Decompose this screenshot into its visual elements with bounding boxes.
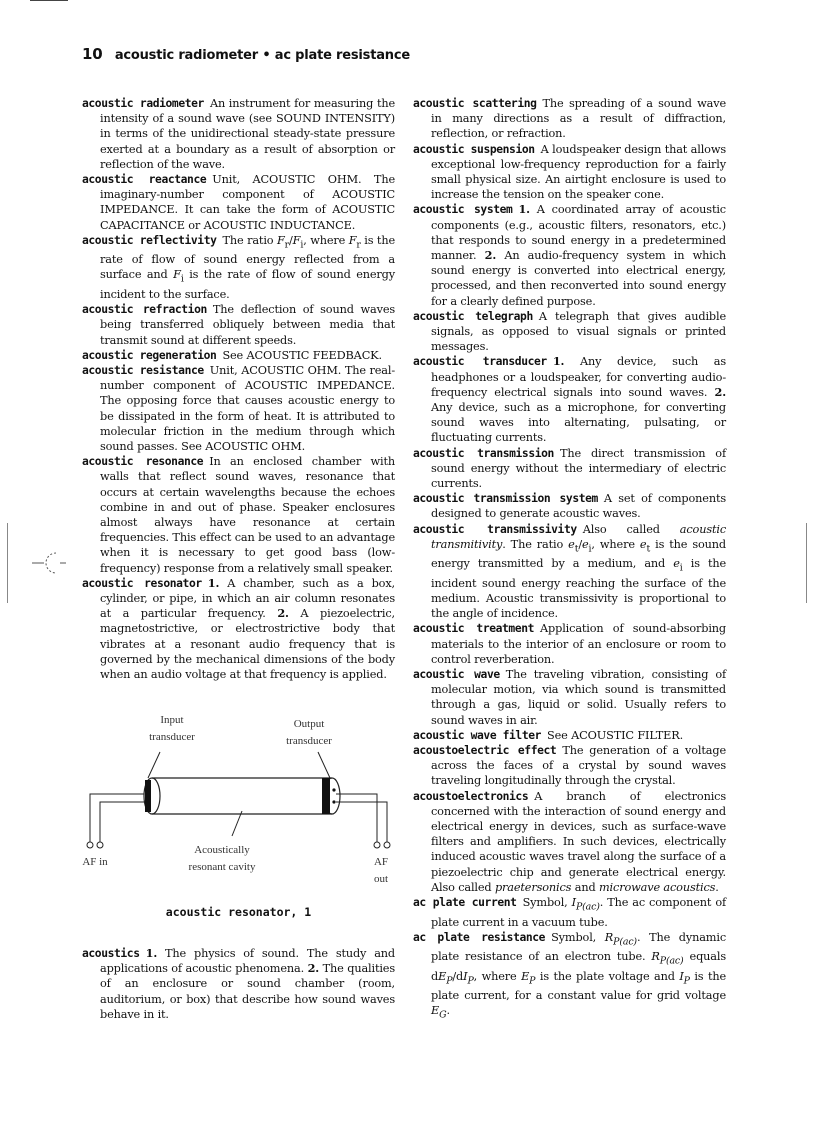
entry-term: acoustic system (413, 203, 513, 217)
entry-term: acoustoelectronics (413, 789, 529, 803)
entry-term: acoustic refraction (82, 303, 207, 317)
entry-definition: 1. Any device, such as headphones or a loudspeaker, for converting audio-frequency electrical signals into sound waves. 2. Any device, such as a microphone, for converting sound waves into alternating, pulsating, or fluctuating currents. (431, 354, 727, 445)
entry-definition: The traveling vibration, consisting of molecular motion, via which sound is transmitted through a gas, liquid or solid. Usually refers to sound waves in air. (431, 668, 727, 727)
entry-term: acoustic scattering (413, 97, 537, 110)
entry-term: ac plate resistance (413, 930, 546, 944)
dictionary-entry (413, 522, 726, 622)
entry-definition: Symbol, $R_{P(ac)}$. The dynamic plate resistance of an electron tube. $R_{P(ac)}$ equals $dE_P/dI_P$, where $E_P$ is the plate voltage and $I_P$ is the plate current, for a constant value for grid voltage $E_G$. (431, 930, 727, 1021)
entry-term: acoustic transducer (413, 355, 547, 369)
dictionary-entry (413, 895, 726, 930)
entry-definition: Symbol, $I_{P(ac)}$. The ac component of plate current in a vacuum tube. (431, 896, 727, 929)
entry-term: acoustic wave filter (413, 728, 542, 742)
entry-term: acoustic transmission system (413, 492, 598, 506)
dictionary-entry (413, 142, 726, 203)
margin-mark-left (7, 523, 8, 603)
entry-definition: The ratio $F_r/F_i$, where $F_r$ is the rate of flow of sound energy reflected from a surface and $F_i$ is the rate of flow of sound energy incident to the surface. (100, 233, 395, 301)
entry-definition: The direct transmission of sound energy without the intermediary of electric currents. (431, 446, 726, 491)
entry-definition: A telegraph that gives audible signals, as opposed to visual signals or printed messages. (431, 309, 726, 354)
entry-term: ac plate current (413, 896, 517, 910)
entry-definition: Unit, ACOUSTIC OHM. The real-number component of ACOUSTIC IMPEDANCE. The opposing force that causes acoustic energy to be dissipated in the form of heat. It is attributed to molecular friction in the medium through which sound passes. See ACOUSTIC OHM. (100, 363, 395, 453)
dictionary-entry (82, 172, 395, 233)
entry-definition: See ACOUSTIC FILTER. (547, 728, 684, 742)
dictionary-entry (413, 743, 726, 789)
entry-definition: The spreading of a sound wave in many directions as a result of diffraction, reflection, or refraction. (431, 97, 727, 141)
entry-term: acoustic reactance (82, 173, 207, 187)
entry-term: acoustic treatment (413, 622, 535, 636)
dictionary-entry (413, 728, 726, 743)
dictionary-entry (413, 354, 726, 445)
right-column (413, 96, 726, 1023)
dictionary-entry (82, 348, 395, 363)
entry-definition: 1. A chamber, such as a box, cylinder, or pipe, in which an air column resonates at a particular frequency. 2. A piezoelectric, magnetostrictive, or electrostrictive body that vibrates at a resonant audio frequency that is governed by the mechanical dimensions of the body when an audio voltage at that frequency is applied. (100, 575, 396, 682)
entry-term: acoustic regeneration (82, 348, 217, 362)
dictionary-entry (82, 302, 395, 348)
entry-term: acoustic wave (413, 668, 500, 682)
entry-term: acoustic reflectivity (82, 233, 217, 247)
figure-acoustic-resonator (82, 706, 395, 931)
left-column-bottom (82, 946, 395, 1022)
entry-term: acoustic suspension (413, 142, 535, 156)
dictionary-entry (82, 233, 395, 302)
dictionary-entry (82, 946, 395, 1022)
af-in-label: AF in (82, 856, 108, 868)
entry-definition: The generation of a voltage across the faces of a crystal by sound waves traveling longitudinally through the crystal. (431, 744, 726, 788)
entry-definition: Unit, ACOUSTIC OHM. The imaginary-number component of ACOUSTIC IMPEDANCE. It can take the form of ACOUSTIC CAPACITANCE or ACOUSTIC INDUCTANCE. (100, 173, 395, 232)
cavity-label: Acoustically resonant cavity (188, 844, 256, 873)
header-title: acoustic radiometer • ac plate resistance (114, 48, 410, 63)
dictionary-entry (413, 789, 726, 895)
registration-mark (30, 548, 80, 578)
dictionary-entry (413, 667, 726, 728)
entry-definition: 1. A coordinated array of acoustic components (e.g., acoustic filters, resonators, etc.) that responds to sound energy in a predetermined manner. 2. An audio-frequency system in which sound energy is converted into electrical energy, processed, and then reconverted into sound energy for a clearly defined purpose. (431, 202, 726, 308)
top-rule (30, 0, 68, 1)
af-out-label: AF out (373, 856, 389, 885)
entry-term: acoustic transmission (413, 446, 554, 460)
dictionary-entry (82, 454, 395, 576)
dictionary-entry (82, 576, 395, 682)
dictionary-entry (413, 309, 726, 355)
entry-term: acoustic resonance (82, 455, 204, 469)
dictionary-entry (413, 446, 726, 492)
entry-definition: A set of components designed to generate acoustic waves. (431, 492, 726, 521)
entry-term: acoustics (82, 947, 140, 960)
entry-term: acoustic telegraph (413, 309, 533, 323)
entry-term: acoustic radiometer (82, 97, 204, 110)
page-number: 10 (82, 45, 103, 63)
dictionary-entry (413, 202, 726, 308)
entry-term: acoustic resonator (82, 576, 202, 590)
entry-definition: In an enclosed chamber with walls that reflect sound waves, resonance that occurs at certain wavelengths because the echoes combine in and out of phase. Speaker enclosures almost always have resonance at certain frequencies. This effect can be used to an advantage when it is necessary to get good bass (low-frequency) response from a relatively small speaker. (100, 455, 395, 575)
dictionary-entry (413, 621, 726, 667)
margin-mark-right (806, 523, 807, 603)
dictionary-entry (413, 96, 726, 142)
figure-caption: acoustic resonator, 1 (165, 905, 312, 919)
output-transducer-label: Output transducer (286, 718, 332, 747)
entry-definition: An instrument for measuring the intensity of a sound wave (see SOUND INTENSITY) in terms of the unidirectional steady-state pressure exerted at a boundary as a result of absorption or reflection of the wave. (100, 97, 396, 171)
entry-definition: See ACOUSTIC FEEDBACK. (222, 348, 382, 362)
entry-definition: A loudspeaker design that allows exceptional low-frequency reproduction for a fairly small physical size. An airtight enclosure is used to increase the tension on the speaker cone. (431, 142, 727, 202)
entry-definition: The deflection of sound waves being transferred obliquely between media that transmit sound at different speeds. (100, 303, 396, 347)
dictionary-entry (413, 930, 726, 1023)
running-header (82, 45, 410, 63)
entry-definition: 1. The physics of sound. The study and applications of acoustic phenomena. 2. The qualities of an enclosure or sound chamber (room, auditorium, or box) that describe how sound waves behave in it. (100, 946, 395, 1021)
entry-term: acoustoelectric effect (413, 744, 557, 758)
input-transducer-label: Input transducer (149, 714, 195, 743)
dictionary-entry (82, 363, 395, 454)
entry-term: acoustic resistance (82, 363, 204, 377)
dictionary-entry (413, 491, 726, 521)
entry-definition: A branch of electronics concerned with the interaction of sound energy and electrical energy in devices, such as surface-wave filters and amplifiers. In such devices, electrically induced acoustic waves travel along the surface of a piezoelectric chip and generate electrical energy. Also called praetersonics and microwave acoustics. (431, 789, 726, 894)
entry-definition: Also called acoustic transmitivity. The ratio $e_t/e_i$, where $e_t$ is the sound energy transmitted by a medium, and $e_i$ is the incident sound energy reaching the surface of the medium. Acoustic transmissivity is proportional to the angle of incidence. (431, 522, 727, 621)
entry-definition: Application of sound-absorbing materials to the interior of an enclosure or room to control reverberation. (431, 622, 726, 666)
dictionary-entry (82, 96, 395, 172)
entry-term: acoustic transmissivity (413, 522, 577, 536)
left-column (82, 96, 395, 682)
